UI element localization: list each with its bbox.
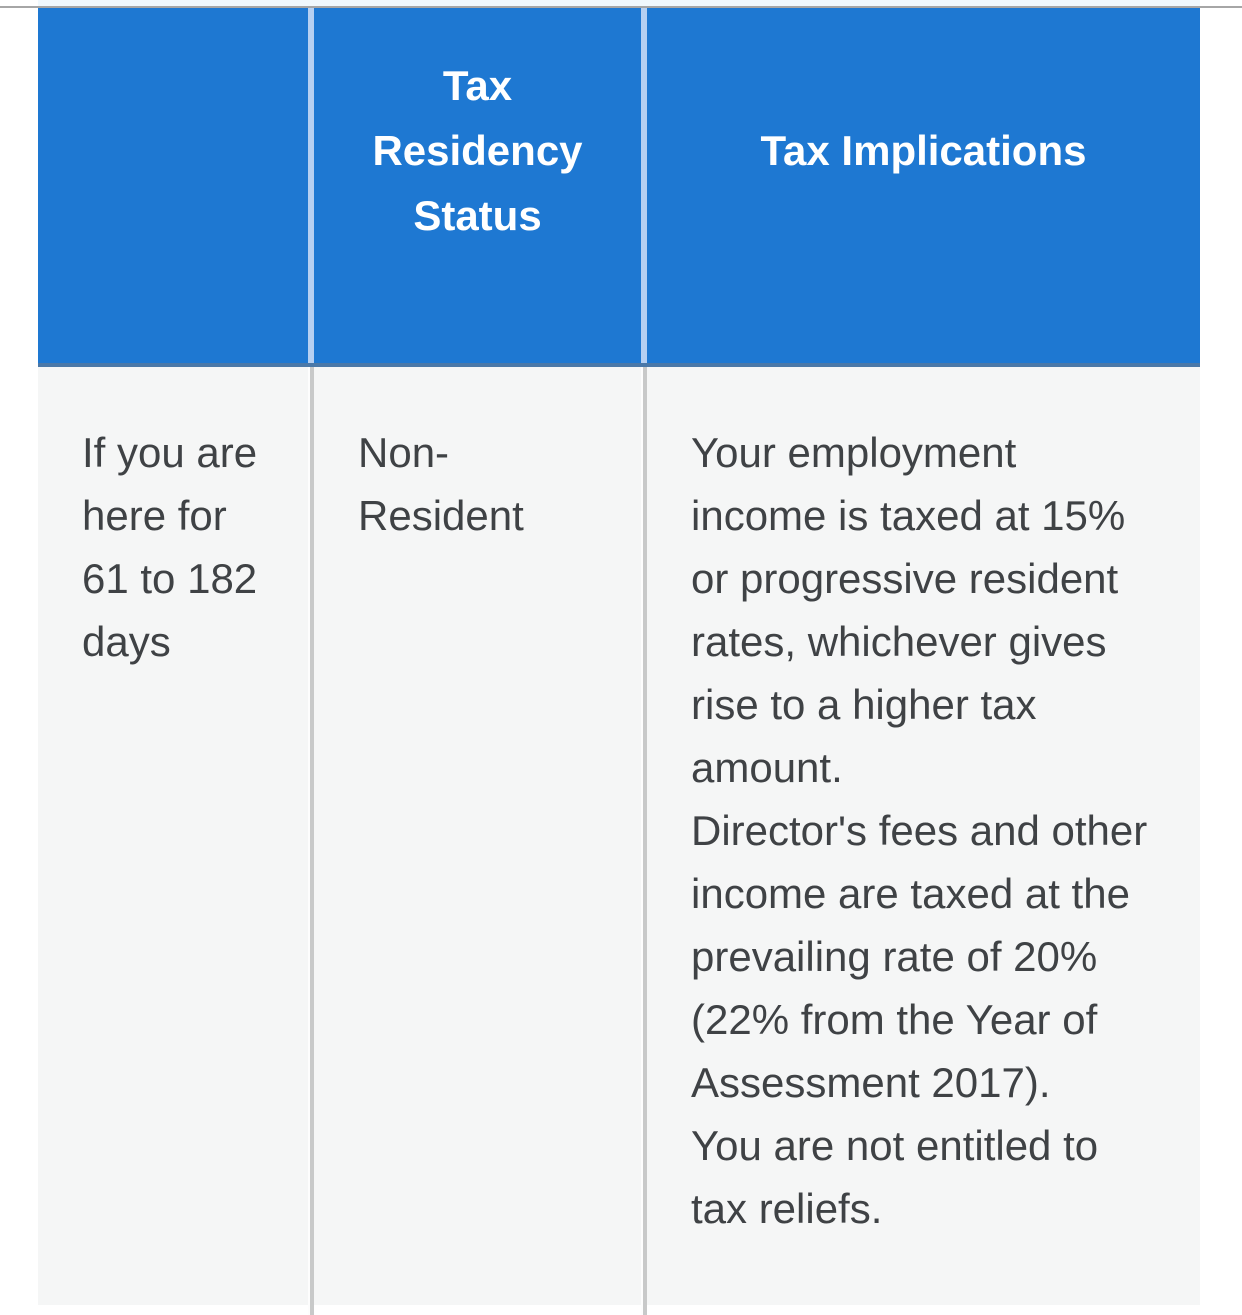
cell-tax-implications <box>647 367 1200 1305</box>
table-next-row-cutoff <box>38 1305 1200 1315</box>
tax-residency-table <box>38 8 1200 1315</box>
table-header-row <box>38 8 1200 367</box>
top-strip-table-width <box>38 0 1200 6</box>
cutoff-cell-3 <box>647 1305 1200 1315</box>
page-top-strip <box>0 0 1242 6</box>
cell-duration-condition <box>38 367 308 1305</box>
top-strip-left-margin <box>0 0 38 6</box>
cell-residency-status <box>314 367 641 1305</box>
tax-implications-text: Your employment income is taxed at 15% or progressive resident rates, whichever gives rise to a higher tax amount. Director's fees and other income are taxed at the prevailing rate of 20% (22% from the Year of Assessment 2017). You are not entitled to tax reliefs. <box>691 429 1148 1232</box>
cutoff-cell-1 <box>38 1305 308 1315</box>
header-label-tax-residency-status: Tax Residency Status <box>372 62 583 239</box>
header-cell-tax-residency-status <box>314 8 641 363</box>
residency-status-text: Non- Resident <box>358 429 524 539</box>
header-label-tax-implications: Tax Implications <box>760 127 1087 174</box>
cutoff-cell-2 <box>314 1305 641 1315</box>
table-body-row <box>38 367 1200 1305</box>
header-cell-tax-implications <box>647 8 1200 363</box>
header-cell-empty <box>38 8 308 363</box>
top-strip-right-margin <box>1200 0 1242 6</box>
duration-condition-text: If you are here for 61 to 182 days <box>82 429 258 665</box>
